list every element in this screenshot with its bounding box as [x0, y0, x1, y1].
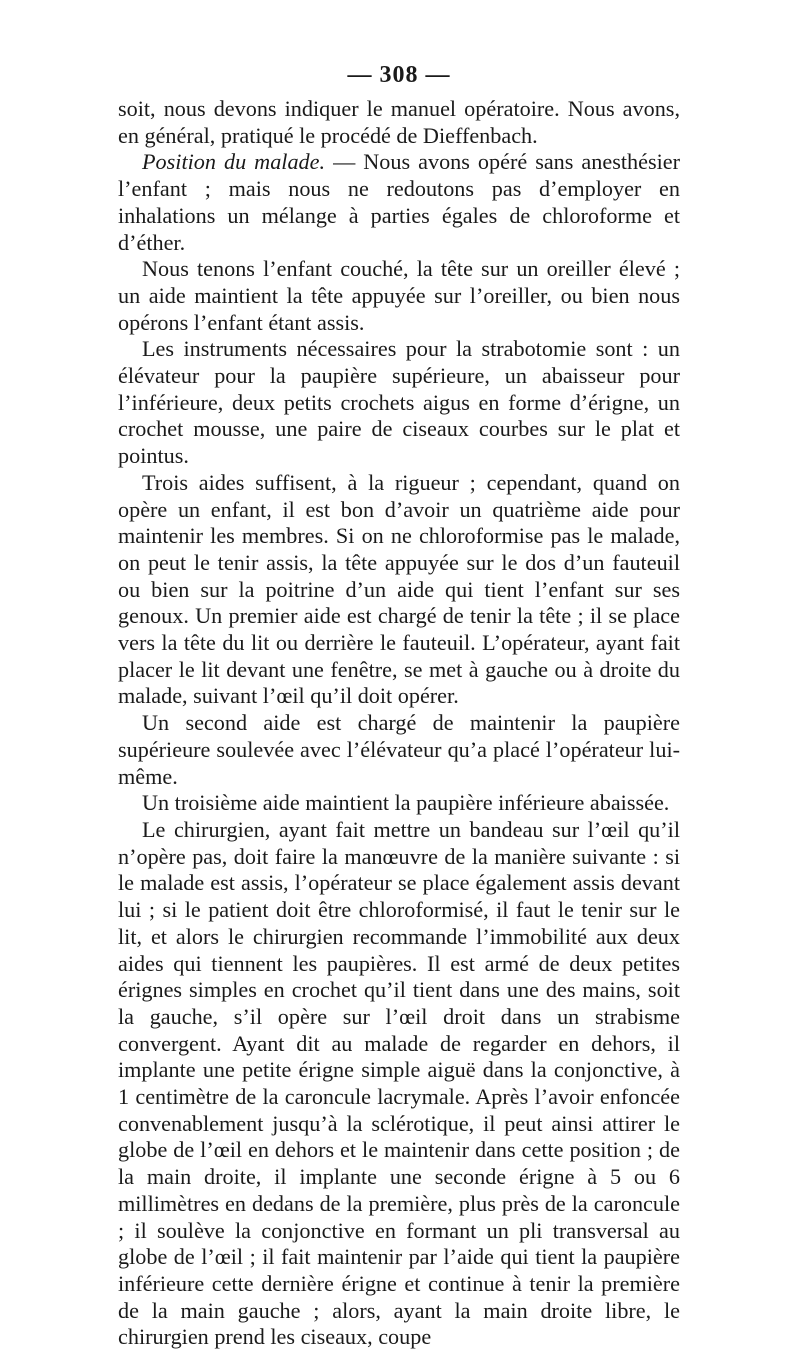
paragraph-1: soit, nous devons indiquer le manuel opératoire. Nous avons, en général, pratiqué le procédé de Dieffenbach.: [118, 96, 680, 148]
book-page: [118, 60, 680, 1351]
paragraph-2-heading: Position du malade.: [142, 149, 326, 175]
paragraph-2: [118, 149, 680, 256]
paragraph-2-body: — Nous avons opéré sans anesthésier l’enfant ; mais nous ne redoutons pas d’employer en inhalations un mélange à parties égales de chloroforme et d’éther.: [118, 149, 680, 255]
paragraph-6: Un second aide est chargé de maintenir la paupière supérieure soulevée avec l’élévateur qu’a placé l’opérateur lui-même.: [118, 710, 680, 789]
paragraph-8: Le chirurgien, ayant fait mettre un bandeau sur l’œil qu’il n’opère pas, doit faire la manœuvre de la manière suivante : si le malade est assis, l’opérateur se place également assis devant lui ; si le patient doit être chloroformisé, il faut le tenir sur le lit, et alors le chirurgien recommande l’immobilité aux deux aides qui tiennent les paupières. Il est armé de deux petites érignes simples en crochet qu’il tient dans une des mains, soit la gauche, s’il opère sur l’œil droit dans un strabisme convergent. Ayant dit au malade de regarder en dehors, il implante une petite érigne simple aiguë dans la conjonctive, à 1 centimètre de la caroncule lacrymale. Après l’avoir enfoncée convenablement jusqu’à la sclérotique, il peut ainsi attirer le globe de l’œil en dehors et le maintenir dans cette position ; de la main droite, il implante une seconde érigne à 5 ou 6 millimètres en dedans de la première, plus près de la caroncule ; il soulève la conjonctive en formant un pli transversal au globe de l’œil ; il fait maintenir par l’aide qui tient la paupière inférieure cette dernière érigne et continue à tenir la première de la main gauche ; alors, ayant la main droite libre, le chirurgien prend les ciseaux, coupe: [118, 816, 680, 1350]
paragraph-5: Trois aides suffisent, à la rigueur ; cependant, quand on opère un enfant, il est bon d’avoir un quatrième aide pour maintenir les membres. Si on ne chloroformise pas le malade, on peut le tenir assis, la tête appuyée sur le dos d’un fauteuil ou bien sur la poitrine d’un aide qui tient l’enfant sur ses genoux. Un premier aide est chargé de tenir la tête ; il se place vers la tête du lit ou derrière le fauteuil. L’opérateur, ayant fait placer le lit devant une fenêtre, se met à gauche ou à droite du malade, suivant l’œil qu’il doit opérer.: [118, 469, 680, 709]
paragraph-3: Nous tenons l’enfant couché, la tête sur un oreiller élevé ; un aide maintient la tête appuyée sur l’oreiller, ou bien nous opérons l’enfant étant assis.: [118, 256, 680, 335]
page-number: — 308 —: [347, 62, 451, 88]
paragraph-4: Les instruments nécessaires pour la strabotomie sont : un élévateur pour la paupière supérieure, un abaisseur pour l’inférieure, deux petits crochets aigus en forme d’érigne, un crochet mousse, une paire de ciseaux courbes sur le plat et pointus.: [118, 336, 680, 469]
paragraph-7: Un troisième aide maintient la paupière inférieure abaissée.: [142, 790, 670, 816]
